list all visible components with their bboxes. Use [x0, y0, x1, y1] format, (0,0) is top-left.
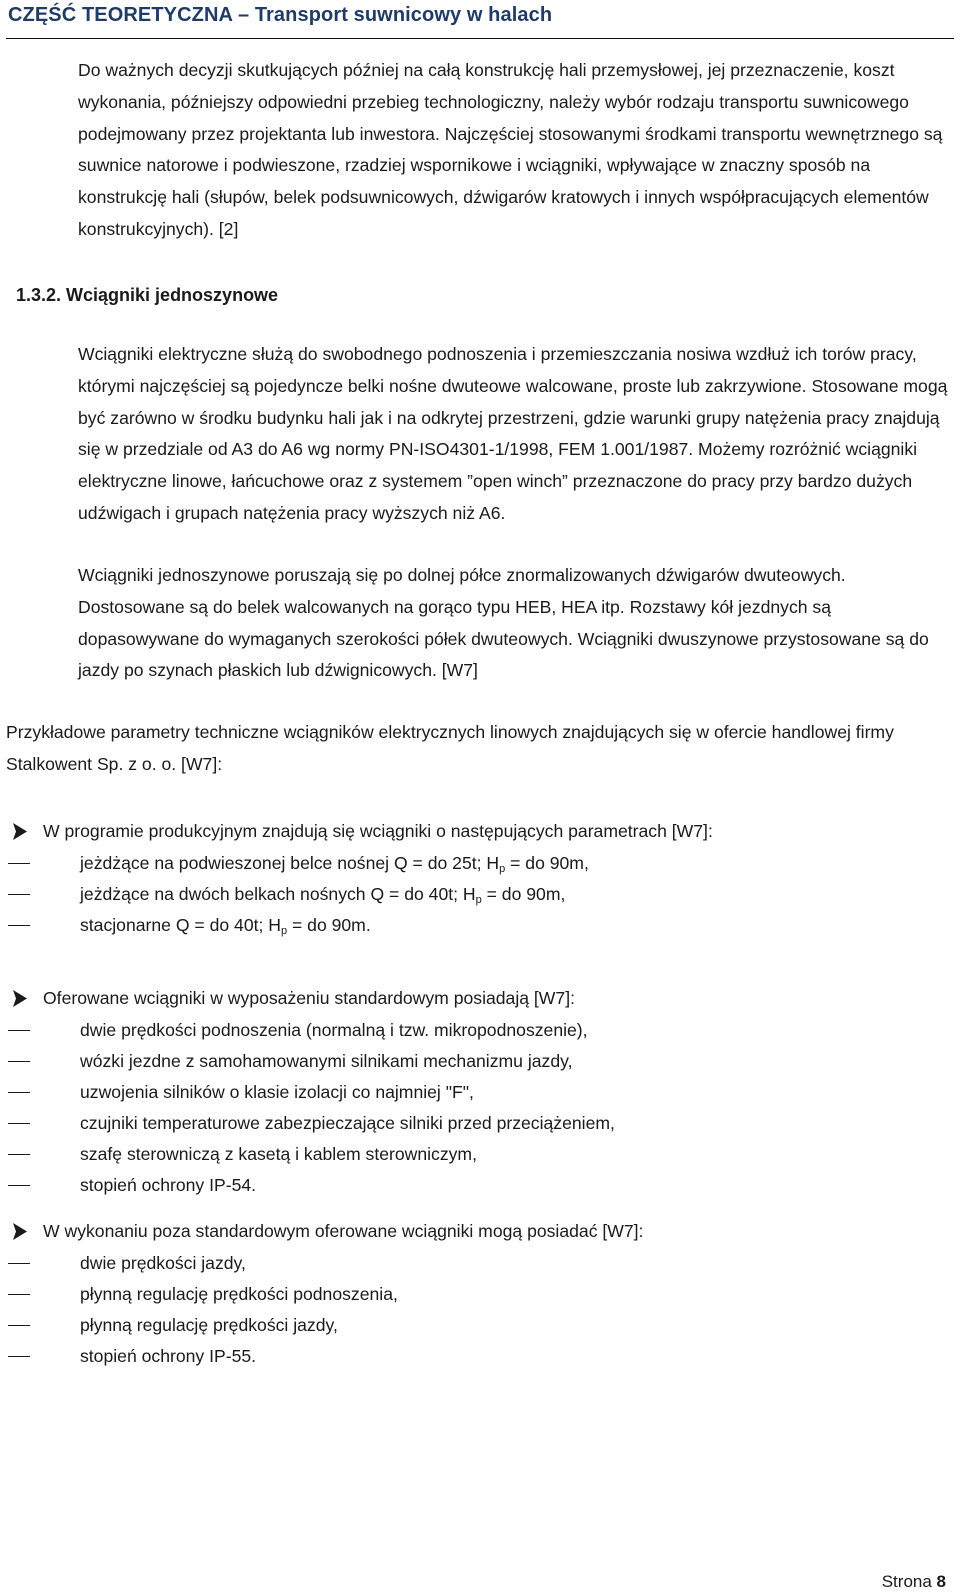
- dash-bullet-icon: [8, 1325, 30, 1326]
- dash-bullet-icon: [8, 1061, 30, 1062]
- sub-list-text: dwie prędkości jazdy,: [80, 1253, 246, 1273]
- page-footer: [882, 1571, 946, 1593]
- item-subscript: p: [499, 863, 506, 875]
- sub-list-item: [6, 1279, 948, 1310]
- sub-list-item: [6, 1139, 948, 1170]
- sub-list-text: czujniki temperaturowe zabezpieczające silniki przed przeciążeniem,: [80, 1113, 615, 1133]
- sub-list-item: [6, 1341, 948, 1372]
- bullet-group-optional: [6, 1215, 948, 1372]
- bullet-lead-text: W programie produkcyjnym znajdują się wciągniki o następujących parametrach [W7]:: [43, 821, 713, 841]
- sub-list-text: szafę sterowniczą z kasetą i kablem sterowniczym,: [80, 1144, 477, 1164]
- dash-bullet-icon: [8, 1030, 30, 1031]
- arrowhead-bullet-icon: [10, 1215, 30, 1248]
- sub-list-text: stopień ochrony IP-54.: [80, 1175, 257, 1195]
- sub-list-item: [6, 1108, 948, 1139]
- dash-bullet-icon: [8, 863, 30, 864]
- dash-bullet-icon: [8, 1294, 30, 1295]
- paragraph-parameters: Przykładowe parametry techniczne wciągników elektrycznych linowych znajdujących się w ofercie handlowej firmy Stalkowent Sp. z o. o. [W7]:: [6, 722, 894, 774]
- sub-list-text: stopień ochrony IP-55.: [80, 1346, 257, 1366]
- bullet-group-program: [6, 815, 948, 941]
- sub-list-item: [6, 1310, 948, 1341]
- sub-list-item: [6, 879, 948, 910]
- sub-list-text: wózki jezdne z samohamowanymi silnikami mechanizmu jazdy,: [80, 1051, 573, 1071]
- bullet-lead-text: Oferowane wciągniki w wyposażeniu standardowym posiadają [W7]:: [43, 988, 575, 1008]
- sub-list-item: [6, 1248, 948, 1279]
- dash-bullet-icon: [8, 1154, 30, 1155]
- paragraph-intro: Do ważnych decyzji skutkujących później na całą konstrukcję hali przemysłowej, jej przeznaczenie, koszt wykonania, późniejszy odpowiedni przebieg technologiczny, należy wybór rodzaju transportu suwnicowego podejmowany przez projektanta lub inwestora. Najczęściej stosowanymi środkami transportu wewnętrznego są suwnice natorowe i podwieszone, rzadziej wspornikowe i wciągniki, wpływające w znaczny sposób na konstrukcję hali (słupów, belek podsuwnicowych, dźwigarów kratowych i innych współpracujących elementów konstrukcyjnych). [2]: [78, 60, 943, 239]
- item-text-main: jeżdżące na dwóch belkach nośnych Q = do 40t; H: [80, 884, 476, 904]
- dash-bullet-icon: [8, 894, 30, 895]
- item-text-tail: = do 90m.: [287, 915, 371, 935]
- sub-list-item: [6, 1015, 948, 1046]
- header-title: CZĘŚĆ TEORETYCZNA – Transport suwnicowy w halach: [8, 4, 553, 26]
- item-subscript: p: [280, 925, 288, 937]
- item-subscript: p: [475, 894, 482, 906]
- item-text-main: jeżdżące na podwieszonej belce nośnej Q = do 25t; H: [80, 853, 500, 873]
- arrowhead-bullet-icon: [10, 982, 30, 1015]
- sub-list-text: dwie prędkości podnoszenia (normalną i tzw. mikropodnoszenie),: [80, 1020, 588, 1040]
- bullet-lead-text: W wykonaniu poza standardowym oferowane wciągniki mogą posiadać [W7]:: [43, 1221, 644, 1241]
- page-header: [6, 0, 954, 39]
- arrowhead-bullet-icon: [10, 815, 30, 848]
- item-text-tail: = do 90m,: [505, 853, 589, 873]
- bullet-item: [6, 815, 948, 848]
- sub-list-item: [6, 1046, 948, 1077]
- dash-bullet-icon: [8, 1356, 30, 1357]
- dash-bullet-icon: [8, 1092, 30, 1093]
- footer-label: Strona: [881, 1572, 937, 1591]
- sub-list-item: [6, 848, 948, 879]
- sub-list-text: uzwojenia silników o klasie izolacji co najmniej "F",: [80, 1082, 474, 1102]
- bullet-group-standard: [6, 982, 948, 1201]
- sub-list-text: [80, 879, 565, 910]
- item-text-main: stacjonarne Q = do 40t; H: [80, 915, 281, 935]
- sub-list-text: płynną regulację prędkości jazdy,: [80, 1315, 338, 1335]
- section-heading: 1.3.2. Wciągniki jednoszynowe: [16, 285, 279, 305]
- sub-list-item: [6, 910, 948, 941]
- sub-list-item: [6, 1077, 948, 1108]
- paragraph-hoists: Wciągniki elektryczne służą do swobodnego podnoszenia i przemieszczania nosiwa wzdłuż ich torów pracy, którymi najczęściej są pojedyncze belki nośne dwuteowe walcowane, proste lub zakrzywione. Stosowane mogą być zarówno w środku budynku hali jak i na odkrytej przestrzeni, gdzie warunki grupy natężenia pracy znajdują się w przedziale od A3 do A6 wg normy PN-ISO4301-1/1998, FEM 1.001/1987. Możemy rozróżnić wciągniki elektryczne linowe, łańcuchowe oraz z systemem ”open winch” przeznaczone do pracy przy bardzo dużych udźwigach i grupach natężenia pracy wyższych niż A6.: [78, 344, 948, 523]
- sub-list-text: [80, 910, 371, 941]
- bullet-item: [6, 982, 948, 1015]
- sub-list-text: [80, 848, 589, 879]
- dash-bullet-icon: [8, 1123, 30, 1124]
- paragraph-monorail: Wciągniki jednoszynowe poruszają się po dolnej półce znormalizowanych dźwigarów dwuteowych. Dostosowane są do belek walcowanych na gorąco typu HEB, HEA itp. Rozstawy kół jezdnych są dopasowywane do wymaganych szerokości półek dwuteowych. Wciągniki dwuszynowe przystosowane są do jazdy po szynach płaskich lub dźwignicowych. [W7]: [78, 565, 929, 681]
- dash-bullet-icon: [8, 1263, 30, 1264]
- dash-bullet-icon: [8, 925, 30, 926]
- item-text-tail: = do 90m,: [481, 884, 566, 904]
- sub-list-text: płynną regulację prędkości podnoszenia,: [80, 1284, 398, 1304]
- bullet-item: [6, 1215, 948, 1248]
- sub-list-item: [6, 1170, 948, 1201]
- dash-bullet-icon: [8, 1185, 30, 1186]
- page-number: 8: [936, 1572, 946, 1591]
